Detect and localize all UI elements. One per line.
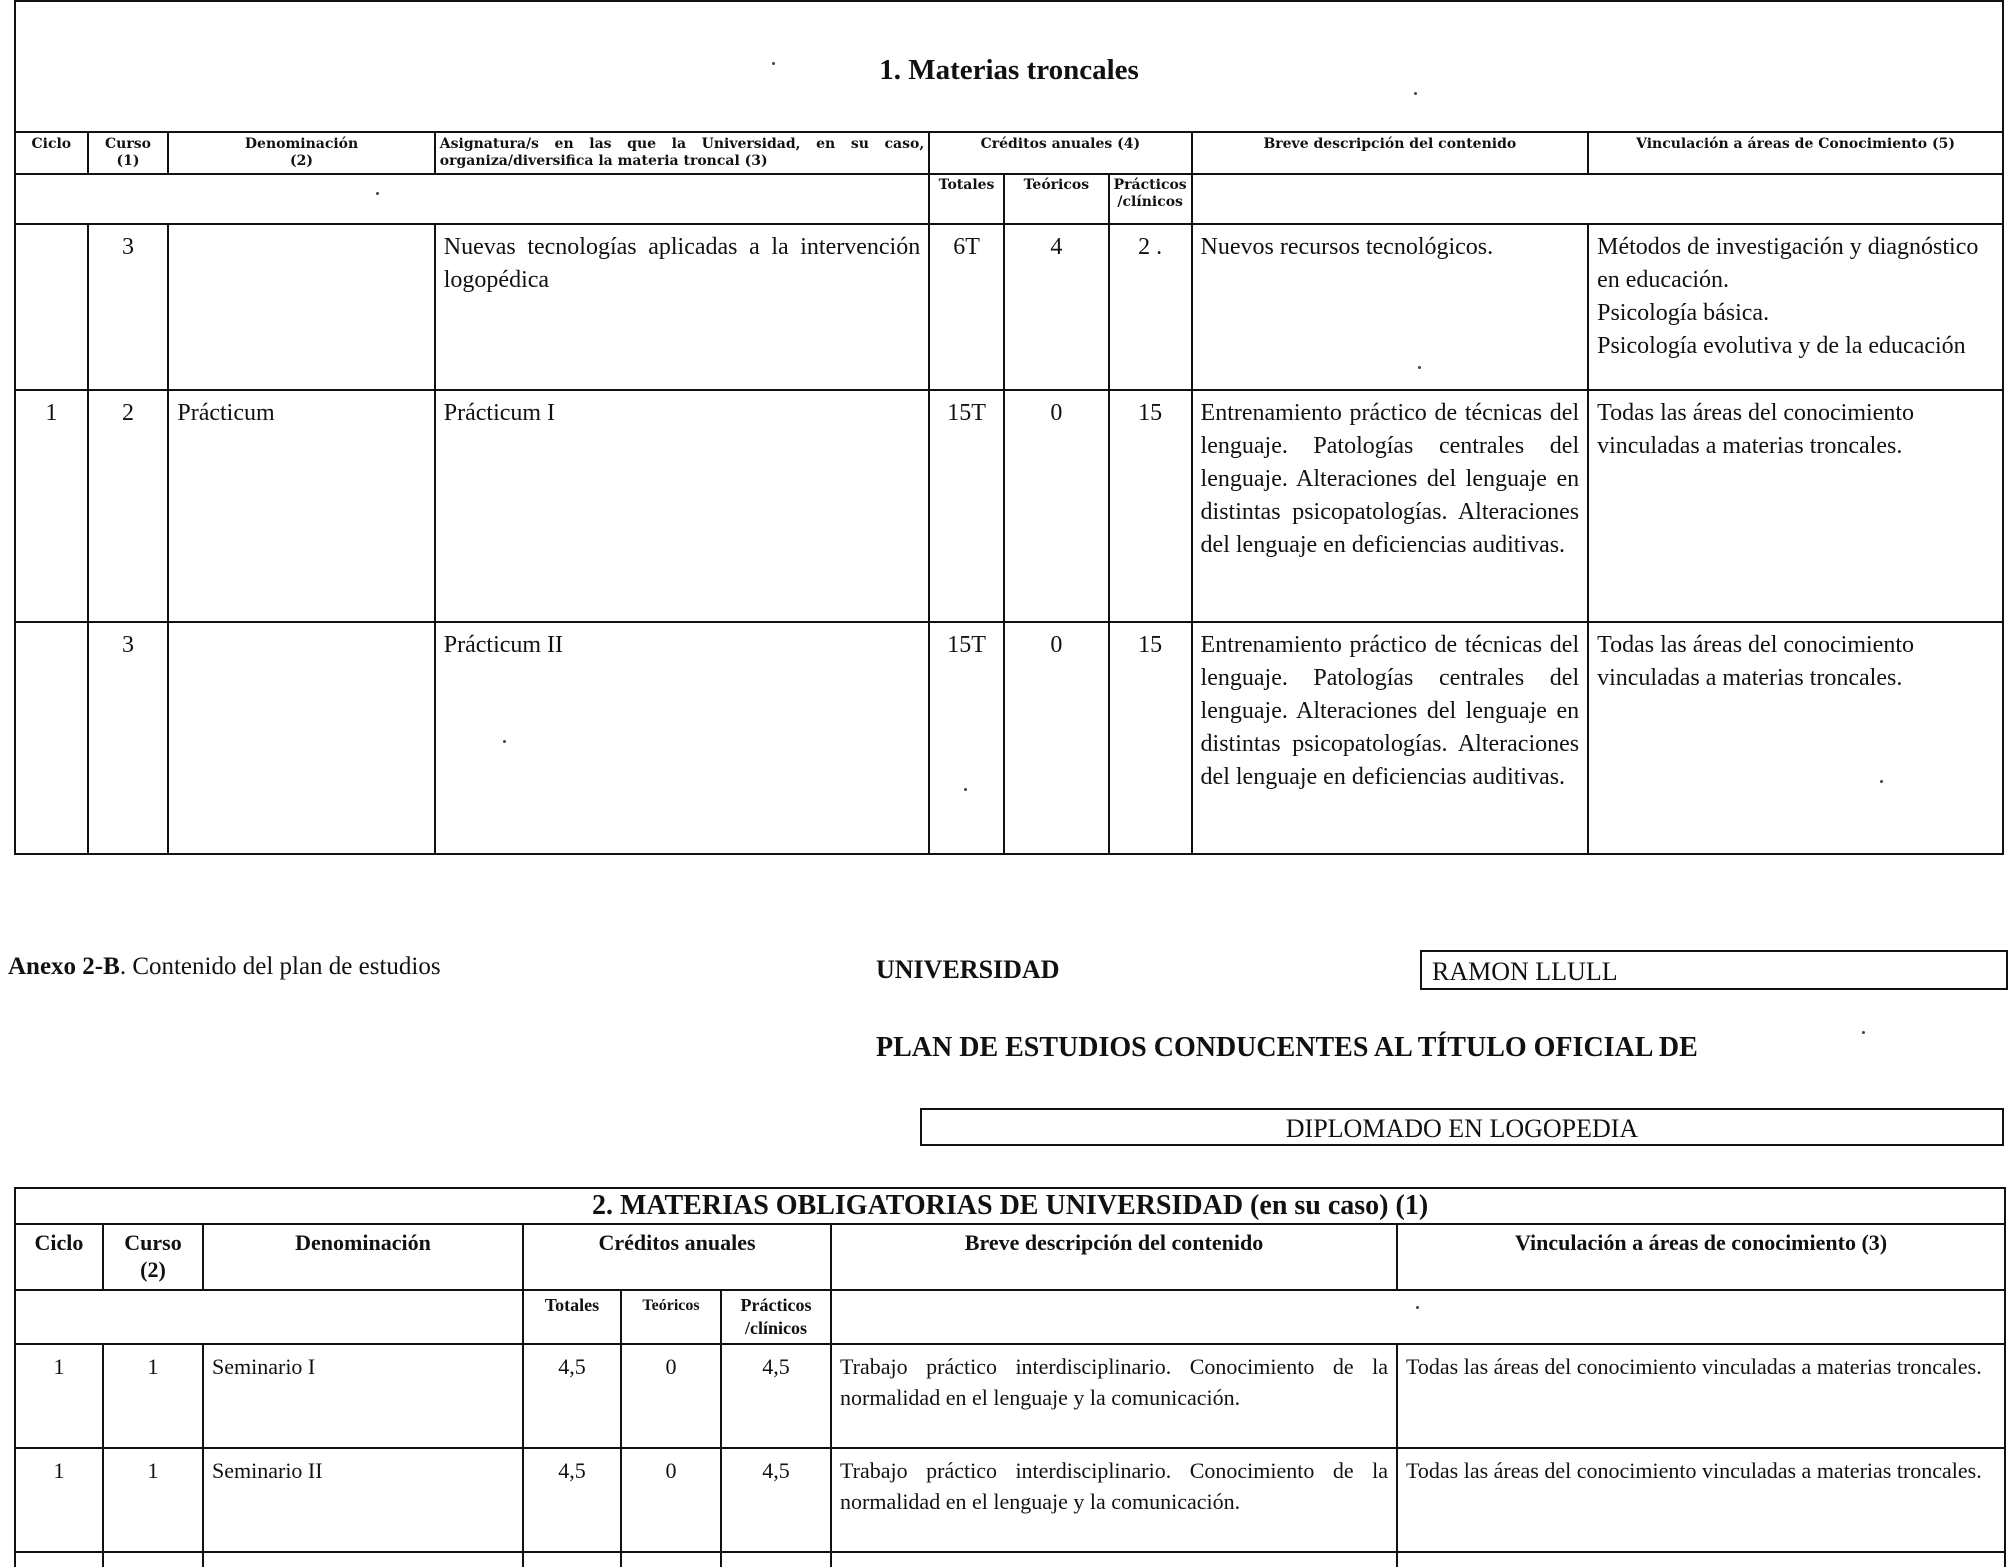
cell-teoricos: 0 [1004,390,1109,622]
cell-denominacion [168,622,434,854]
cell-ciclo [15,622,88,854]
cell-vinculacion: Todas las áreas del conocimiento vinculadas a materias troncales. [1397,1344,2005,1448]
subheader-blank-left [15,1290,523,1344]
scan-speck [772,62,775,65]
header-descripcion: Breve descripción del contenido [1192,132,1589,174]
cell-curso: 1 [103,1344,203,1448]
subheader-practicos: Prácticos /clínicos [1109,174,1192,224]
cell-teoricos: 0 [1004,622,1109,854]
table-row [15,622,2003,854]
annex-label-bold: Anexo 2-B [8,953,120,980]
table1-title: 1. Materias troncales [15,1,2003,132]
cell-teoricos: 4 [1004,224,1109,390]
cell-practicos: 15 [1109,622,1192,854]
cell-curso: 1 [103,1448,203,1552]
cell-totales: 4,5 [523,1344,621,1448]
titulo-value-box: DIPLOMADO EN LOGOPEDIA [920,1108,2004,1146]
header-ciclo: Ciclo [15,1224,103,1290]
cell-descripcion: Trabajo práctico interdisciplinario. Conocimiento de la normalidad en el lenguaje y la comunicación. [831,1448,1397,1552]
annex-label-rest: . Contenido del plan de estudios [119,953,441,980]
subheader-totales: Totales [523,1290,621,1344]
materias-obligatorias-table [14,1187,2006,1567]
cell-descripcion: Trabajo práctico interdisciplinario. Conocimiento de la normalidad en el lenguaje y la comunicación. [831,1344,1397,1448]
cell-ciclo: 1 [15,1448,103,1552]
cell-practicos: 15 [1109,390,1192,622]
header-vinculacion: Vinculación a áreas de conocimiento (3) [1397,1224,2005,1290]
cell-denominacion: Seminario I [203,1344,523,1448]
universidad-value-box: RAMON LLULL [1420,950,2008,990]
cell-practicos: 2 . [1109,224,1192,390]
cell-descripcion: Entrenamiento práctico de técnicas del lenguaje. Patologías centrales del lenguaje. Alteraciones del lenguaje en distintas psicopatologías. Alteraciones del lenguaje en deficiencias auditivas. [1192,622,1589,854]
cell-vinculacion: Todas las áreas del conocimiento vinculadas a materias troncales. [1588,390,2003,622]
cell-asignatura: Prácticum I [435,390,929,622]
annex-label [8,953,441,981]
header-creditos: Créditos anuales [523,1224,831,1290]
cell-teoricos: 0 [621,1344,721,1448]
subheader-blank-right [1192,174,2003,224]
scan-speck [1880,780,1883,783]
header-asignaturas: Asignatura/s en las que la Universidad, en su caso, organiza/diversifica la materia troncal (3) [435,132,929,174]
table-row-partial [15,1552,2005,1567]
header-ciclo: Ciclo [15,132,88,174]
header-denominacion: Denominación (2) [168,132,434,174]
header-denominacion: Denominación [203,1224,523,1290]
plan-title: PLAN DE ESTUDIOS CONDUCENTES AL TÍTULO OFICIAL DE [876,1032,1698,1063]
universidad-label: UNIVERSIDAD [876,955,1060,984]
cell-descripcion: Nuevos recursos tecnológicos. [1192,224,1589,390]
table2-title: 2. MATERIAS OBLIGATORIAS DE UNIVERSIDAD (en su caso) (1) [15,1188,2005,1224]
subheader-teoricos: Teóricos [1004,174,1109,224]
materias-troncales-table [14,0,2004,855]
scan-speck [503,740,506,743]
cell-ciclo: 1 [15,390,88,622]
scan-speck [964,788,967,791]
cell-asignatura: Prácticum II [435,622,929,854]
cell-vinculacion: Métodos de investigación y diagnóstico en educación. Psicología básica. Psicología evolutiva y de la educación [1588,224,2003,390]
subheader-totales: Totales [929,174,1004,224]
cell-ciclo: 1 [15,1344,103,1448]
header-descripcion: Breve descripción del contenido [831,1224,1397,1290]
table-row [15,224,2003,390]
table-row [15,1344,2005,1448]
scan-speck [1416,1306,1419,1309]
header-curso: Curso (2) [103,1224,203,1290]
cell-denominacion [168,224,434,390]
scan-speck [376,192,379,195]
cell-curso: 3 [88,622,169,854]
scan-speck [1418,366,1421,369]
cell-totales: 15T [929,622,1004,854]
cell-asignatura: Nuevas tecnologías aplicadas a la intervención logopédica [435,224,929,390]
table-row [15,1448,2005,1552]
cell-totales: 15T [929,390,1004,622]
cell-vinculacion: Todas las áreas del conocimiento vinculadas a materias troncales. [1588,622,2003,854]
cell-totales: 6T [929,224,1004,390]
table-row [15,390,2003,622]
scan-speck [1414,92,1417,95]
cell-teoricos: 0 [621,1448,721,1552]
cell-curso: 3 [88,224,169,390]
subheader-blank-left [15,174,929,224]
cell-practicos: 4,5 [721,1448,831,1552]
scan-speck [1862,1031,1865,1034]
cell-curso: 2 [88,390,169,622]
cell-vinculacion: Todas las áreas del conocimiento vinculadas a materias troncales. [1397,1448,2005,1552]
header-curso: Curso (1) [88,132,169,174]
cell-descripcion: Entrenamiento práctico de técnicas del lenguaje. Patologías centrales del lenguaje. Alteraciones del lenguaje en distintas psicopatologías. Alteraciones del lenguaje en deficiencias auditivas. [1192,390,1589,622]
subheader-practicos: Prácticos /clínicos [721,1290,831,1344]
header-vinculacion: Vinculación a áreas de Conocimiento (5) [1588,132,2003,174]
cell-denominacion: Seminario II [203,1448,523,1552]
cell-ciclo [15,224,88,390]
cell-totales: 4,5 [523,1448,621,1552]
cell-denominacion: Prácticum [168,390,434,622]
header-creditos: Créditos anuales (4) [929,132,1191,174]
subheader-teoricos: Teóricos [621,1290,721,1344]
cell-practicos: 4,5 [721,1344,831,1448]
subheader-blank-right [831,1290,2005,1344]
